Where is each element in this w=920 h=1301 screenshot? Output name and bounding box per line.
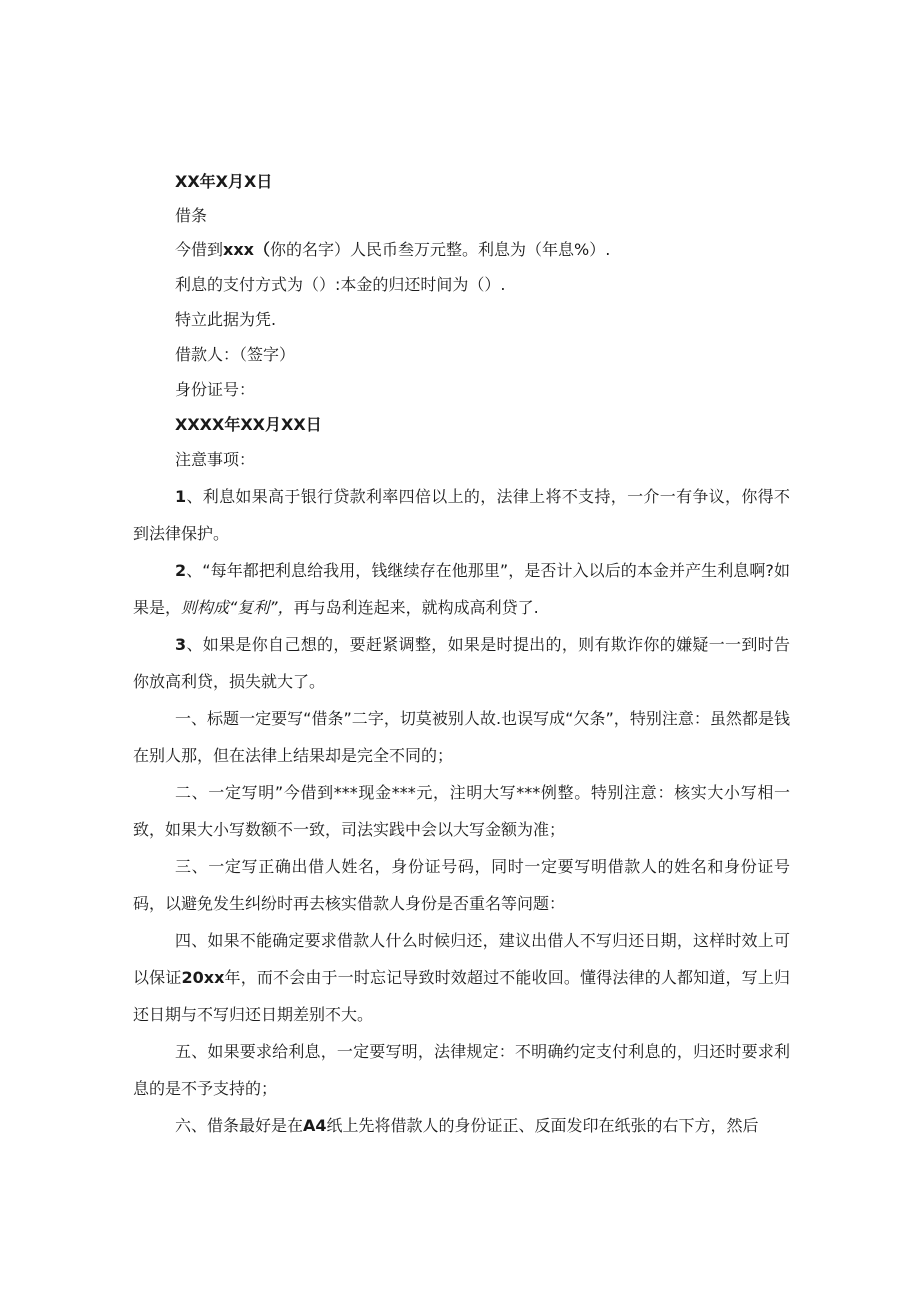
document-title: 借条: [175, 206, 208, 225]
item-5: 五、如果要求给利息，一定要写明，法律规定：不明确约定支付利息的，归还时要求利息的是不予支持的；: [133, 1042, 790, 1098]
closing-statement: 特立此据为凭.: [175, 310, 277, 329]
item-2: 二、一定写明”今借到***现金***元，注明大写***例整。特别注意：核实大小写相一致，如果大小写数额不一致，司法实践中会以大写金额为准；: [133, 783, 790, 839]
note-1: 1、利息如果高于银行贷款利率四倍以上的，法律上将不支持，一介一有争议，你得不到法律保护。: [133, 487, 790, 543]
item-3: 三、一定写正确出借人姓名，身份证号码，同时一定要写明借款人的姓名和身份证号码，以避免发生纠纷时再去核实借款人身份是否重名等问题：: [133, 857, 790, 913]
note-2: 2、“每年都把利息给我用，钱继续存在他那里”，是否计入以后的本金并产生利息啊?如果是，则构成“复利”，再与岛利连起来，就构成高利贷了.: [133, 561, 790, 617]
item-4: 四、如果不能确定要求借款人什么时候归还，建议出借人不写归还日期，这样时效上可以保证20xx年，而不会由于一时忘记导致时效超过不能收回。懂得法律的人都知道，写上归还日期与不写归还日期差别不大。: [133, 931, 790, 1024]
document-body: [133, 170, 790, 1144]
borrower-signature: 借款人：（签字）: [175, 345, 296, 364]
notes-heading: 注意事项：: [175, 450, 256, 469]
item-6: 六、借条最好是在A4纸上先将借款人的身份证正、反面发印在纸张的右下方，然后: [175, 1116, 759, 1135]
header-date: XX年X月X日: [175, 172, 273, 191]
payment-terms: 利息的支付方式为（）:本金的归还时间为（）.: [175, 275, 506, 294]
loan-statement: 今借到xxx（你的名字）人民币叁万元整。利息为（年息%）.: [175, 240, 611, 259]
id-number-field: 身份证号：: [175, 380, 256, 399]
signature-date: XXXX年XX月XX日: [175, 415, 322, 434]
item-1: 一、标题一定要写“借条”二字，切莫被别人故.也误写成“欠条”，特别注意：虽然都是钱在别人那，但在法律上结果却是完全不同的；: [133, 709, 790, 765]
note-3: 3、如果是你自己想的，要赶紧调整，如果是时提出的，则有欺诈你的嫌疑一一到时告你放高利贷，损失就大了。: [133, 635, 790, 691]
